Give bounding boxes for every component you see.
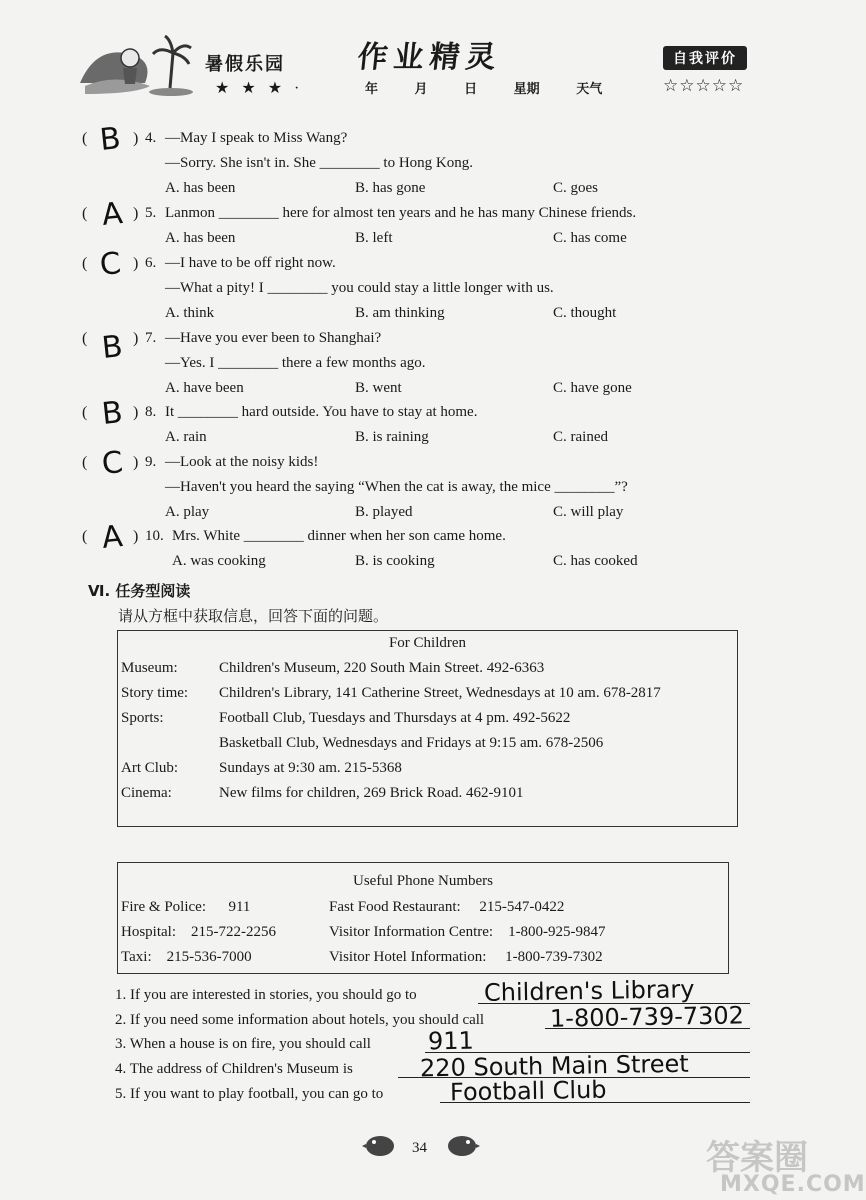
handwritten-answer: 220 South Main Street — [419, 1049, 689, 1083]
option-b: B. played — [355, 504, 413, 520]
handwritten-answer: B — [100, 329, 125, 366]
answer-bracket: ) — [133, 205, 139, 222]
option-c: C. will play — [553, 504, 624, 520]
phone-entry: Fast Food Restaurant: 215-547-0422 — [329, 899, 565, 915]
question-number: 10. — [145, 528, 164, 544]
answer-bracket: ( — [82, 404, 88, 421]
bird-left-icon — [362, 1130, 396, 1158]
row-text: New films for children, 269 Brick Road. 462-9101 — [219, 785, 524, 801]
answer-prompt: 2. If you need some information about hotels, you should call — [115, 1012, 485, 1028]
option-a: A. rain — [165, 429, 207, 445]
month-label: 月 — [414, 82, 428, 97]
question-line: —I have to be off right now. — [165, 255, 336, 271]
answer-prompt: 4. The address of Children's Museum is — [115, 1061, 353, 1077]
question-number: 5. — [145, 205, 157, 221]
phone-entry: Hospital: 215-722-2256 — [121, 924, 276, 940]
option-a: A. has been — [165, 230, 236, 246]
row-text: Children's Museum, 220 South Main Street. 492-6363 — [219, 660, 545, 676]
summer-logo-illustration — [75, 28, 195, 98]
answer-bracket: ) — [133, 255, 139, 272]
answer-bracket: ( — [82, 330, 88, 347]
question-number: 7. — [145, 330, 157, 346]
year-label: 年 — [365, 82, 379, 97]
answer-bracket: ( — [82, 205, 88, 222]
question-number: 6. — [145, 255, 157, 271]
weekday-label: 星期 — [513, 82, 540, 97]
page-header — [75, 28, 765, 108]
section-instruction: 请从方框中获取信息，回答下面的问题。 — [118, 607, 389, 625]
option-b: B. went — [355, 380, 402, 396]
row-label: Museum: — [121, 660, 178, 676]
row-text: Basketball Club, Wednesdays and Fridays at 9:15 am. 678-2506 — [219, 735, 604, 751]
answer-bracket: ) — [133, 454, 139, 471]
handwritten-answer: Football Club — [449, 1075, 607, 1107]
handwritten-answer: Children's Library — [483, 975, 695, 1007]
rating-stars[interactable]: ☆☆☆☆☆ — [663, 76, 745, 95]
answer-bracket: ( — [82, 130, 88, 147]
row-label: Art Club: — [121, 760, 179, 776]
watermark-logo: 答案圈 — [706, 1138, 808, 1178]
answer-bracket: ( — [82, 454, 88, 471]
option-a: A. play — [165, 504, 210, 520]
question-line: —Have you ever been to Shanghai? — [165, 330, 382, 346]
answer-bracket: ) — [133, 404, 139, 421]
bird-right-icon — [446, 1130, 480, 1158]
handwritten-answer: C — [98, 246, 123, 283]
question-line: It ________ hard outside. You have to stay at home. — [165, 404, 478, 420]
box-title: For Children — [388, 635, 467, 651]
handwritten-answer: C — [100, 445, 125, 482]
phone-entry: Taxi: 215-536-7000 — [121, 949, 252, 965]
self-eval-badge: 自我评价 — [663, 46, 747, 70]
handwritten-answer: 1-800-739-7302 — [549, 1001, 745, 1033]
row-label: Story time: — [121, 685, 189, 701]
question-line: —Haven't you heard the saying “When the cat is away, the mice ________”? — [165, 479, 628, 495]
question-number: 9. — [145, 454, 157, 470]
answer-bracket: ) — [133, 330, 139, 347]
option-c: C. has cooked — [553, 553, 638, 569]
question-number: 8. — [145, 404, 157, 420]
option-c: C. has come — [553, 230, 627, 246]
phone-entry: Fire & Police: 911 — [121, 899, 251, 915]
option-a: A. has been — [165, 180, 236, 196]
option-b: B. is cooking — [355, 553, 435, 569]
question-line: —What a pity! I ________ you could stay a little longer with us. — [165, 280, 554, 296]
answer-prompt: 1. If you are interested in stories, you should go to — [115, 987, 417, 1003]
handwritten-answer: A — [100, 196, 125, 233]
for-children-box — [117, 630, 738, 827]
handwritten-title: 作业精灵 — [355, 40, 504, 75]
weather-label: 天气 — [576, 82, 603, 97]
handwritten-answer: B — [98, 121, 123, 158]
phone-entry: Visitor Information Centre: 1-800-925-9847 — [329, 924, 606, 940]
question-line: —Yes. I ________ there a few months ago. — [165, 355, 426, 371]
handwritten-answer: A — [100, 519, 125, 556]
option-c: C. thought — [553, 305, 617, 321]
answer-prompt: 5. If you want to play football, you can go to — [115, 1086, 384, 1102]
page-number: 34 — [412, 1140, 427, 1156]
answer-prompt: 3. When a house is on fire, you should call — [115, 1036, 371, 1052]
option-b: B. left — [355, 230, 393, 246]
handwritten-answer: 911 — [427, 1026, 475, 1056]
option-b: B. has gone — [355, 180, 426, 196]
option-c: C. goes — [553, 180, 598, 196]
option-c: C. rained — [553, 429, 608, 445]
option-b: B. am thinking — [355, 305, 445, 321]
option-a: A. think — [165, 305, 215, 321]
day-label: 日 — [464, 82, 478, 97]
brand-stars: ★ ★ ★ · — [215, 80, 304, 97]
answer-bracket: ( — [82, 528, 88, 545]
question-line: Mrs. White ________ dinner when her son came home. — [172, 528, 506, 544]
question-number: 4. — [145, 130, 157, 146]
box-title: Useful Phone Numbers — [353, 873, 493, 889]
row-text: Children's Library, 141 Catherine Street, Wednesdays at 10 am. 678-2817 — [219, 685, 661, 701]
handwritten-answer: B — [100, 395, 125, 432]
row-text: Football Club, Tuesdays and Thursdays at 4 pm. 492-5622 — [219, 710, 571, 726]
row-text: Sundays at 9:30 am. 215-5368 — [219, 760, 402, 776]
option-a: A. was cooking — [172, 553, 266, 569]
brand-name: 暑假乐园 — [205, 54, 285, 75]
option-b: B. is raining — [355, 429, 429, 445]
date-line — [365, 78, 632, 97]
option-c: C. have gone — [553, 380, 632, 396]
question-line: Lanmon ________ here for almost ten years and he has many Chinese friends. — [165, 205, 637, 221]
section-title: Ⅵ. 任务型阅读 — [88, 582, 191, 600]
answer-bracket: ) — [133, 528, 139, 545]
row-label: Cinema: — [121, 785, 172, 801]
phone-entry: Visitor Hotel Information: 1-800-739-7302 — [329, 949, 603, 965]
question-line: —Look at the noisy kids! — [165, 454, 319, 470]
answer-bracket: ) — [133, 130, 139, 147]
row-label: Sports: — [121, 710, 164, 726]
answer-bracket: ( — [82, 255, 88, 272]
question-line: —May I speak to Miss Wang? — [165, 130, 348, 146]
question-line: —Sorry. She isn't in. She ________ to Hong Kong. — [165, 155, 473, 171]
option-a: A. have been — [165, 380, 244, 396]
watermark-url: MXQE.COM — [720, 1172, 866, 1197]
phone-numbers-box — [117, 862, 729, 974]
